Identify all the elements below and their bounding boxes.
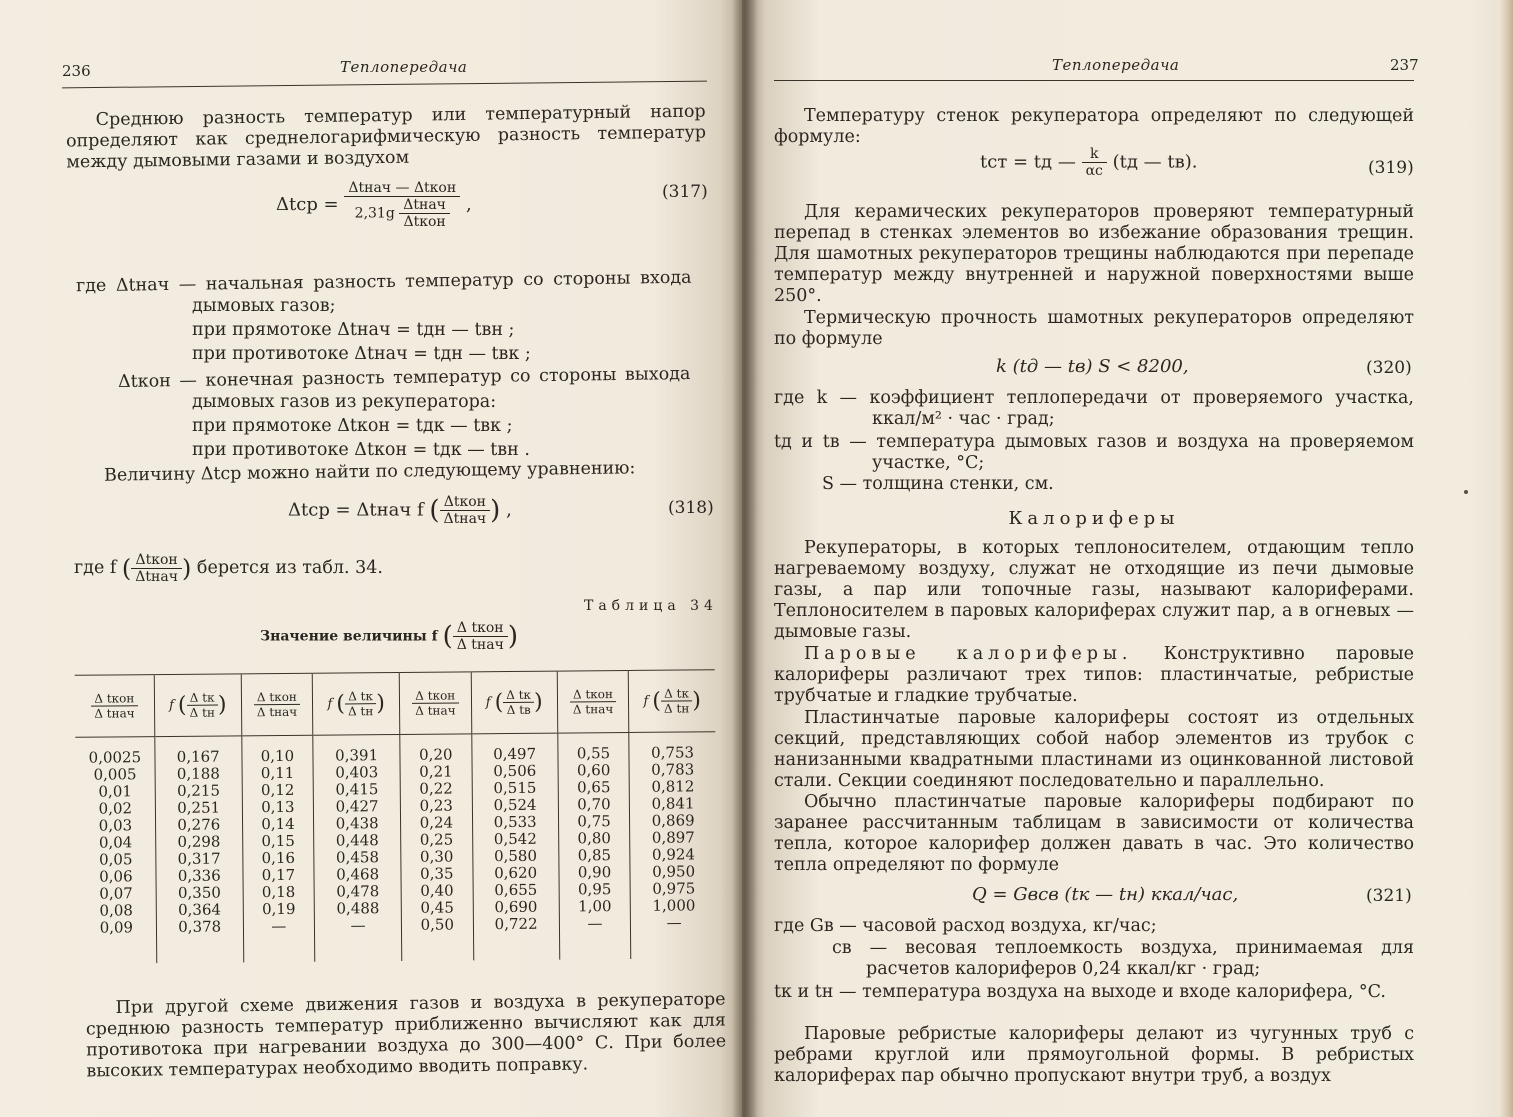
- table-value: 0,317: [177, 849, 221, 868]
- table-value: 0,841: [651, 794, 695, 813]
- table-title-fraction: [453, 620, 508, 653]
- table-value: —: [587, 914, 603, 933]
- table-value: 0,298: [177, 832, 221, 851]
- eq317-fraction: [344, 180, 460, 230]
- table-value: 0,09: [99, 918, 134, 937]
- table-value: 0,07: [99, 884, 133, 903]
- eq317-inner-fraction: [399, 197, 450, 230]
- table-value: 0,975: [652, 879, 696, 898]
- equation-321: Q = Gвcв (tк — tн) ккал/час,: [972, 884, 1239, 905]
- table-header-cell: f ( $\frac{\text{Δ tк}}{\text{Δ tн}}$ ): [629, 670, 716, 733]
- where3-num: Δtкон: [131, 552, 182, 569]
- table-title-text: Значение величины f: [260, 628, 438, 645]
- table-value: 0,0025: [88, 748, 142, 767]
- table-value: 0,188: [176, 764, 220, 783]
- table-value: 0,783: [651, 760, 695, 779]
- left-para-3: При другой схеме движения газов и воздуха в рекуператоре среднюю разность температур приближенно вычисляют как для противотока при нагревании воздуха до 300—400° С. При более высоких температурах необходимо вводить поправку.: [85, 989, 727, 1082]
- where3-fraction: [131, 552, 182, 585]
- table-value: 0,403: [335, 763, 379, 782]
- table-header-cell: $\frac{\text{Δ tкон}}{\text{Δ tнач}}$: [75, 675, 155, 738]
- table-header-row: [75, 670, 716, 738]
- right-where1-b: tд и tв — температура дымовых газов и воздуха на проверяемом участке, °C;: [774, 432, 1414, 473]
- table-value: 0,427: [335, 797, 379, 816]
- table-value: 0,75: [577, 812, 611, 831]
- right-para-8: Паровые ребристые калориферы делают из чугунных труб с ребрами круглой или прямоугольной формы. В ребристых калориферах пар обычно пропускают внутри труб, а воздух: [774, 1024, 1414, 1086]
- where2-a: Δtкон — конечная разность температур со стороны выхода: [117, 364, 691, 392]
- table-value: 0,542: [493, 829, 537, 849]
- table-column-cell: [629, 732, 717, 959]
- page-number-left: 236: [62, 62, 91, 80]
- eq317-tail: ,: [465, 194, 472, 215]
- table-value: 0,506: [493, 761, 537, 781]
- table-column-cell: [471, 733, 559, 960]
- para5-body: Конструктивно паровые калориферы различают трех типов: пластинчатые, ребристые трубчатые и гладкие трубчатые.: [774, 644, 1414, 706]
- eq318-fraction: [440, 494, 491, 527]
- table-label: Таблица 34: [584, 598, 718, 614]
- table-value: 0,06: [99, 867, 133, 886]
- table-column-cell: [558, 732, 631, 959]
- table-value: 0,812: [651, 777, 695, 796]
- running-head-right: Теплопередача: [1052, 56, 1180, 74]
- table-value: —: [350, 916, 366, 935]
- where2-b: дымовых газов из рекуператора:: [192, 392, 497, 412]
- where2-c: при прямотоке Δtкон = tдк — tвк ;: [192, 416, 513, 436]
- table-value: 0,364: [177, 900, 222, 919]
- table-value: 0,438: [335, 814, 379, 833]
- table-value: 0,869: [651, 811, 695, 830]
- table-value: 0,515: [493, 778, 537, 798]
- table-value: 0,21: [419, 762, 453, 781]
- where3-prefix: где f: [74, 558, 117, 578]
- eq320-number: (320): [1366, 358, 1412, 378]
- table-value: 0,580: [493, 846, 538, 866]
- where1-c: при прямотоке Δtнач = tдн — tвн ;: [192, 320, 515, 340]
- table-value: 0,11: [260, 763, 295, 783]
- table-value: 0,458: [335, 848, 380, 867]
- table-value: 0,02: [98, 799, 133, 818]
- eq317-den-prefix: 2,31g: [354, 205, 395, 222]
- page-edge: [1499, 0, 1513, 1117]
- table-value: 0,50: [420, 915, 455, 934]
- table-value: 0,391: [335, 746, 379, 765]
- table-header-cell: $\frac{\text{Δ tкон}}{\text{Δ tнач}}$: [241, 673, 313, 736]
- table-value: 1,000: [652, 896, 696, 915]
- header-rule-left: [62, 81, 707, 89]
- table-value: 0,753: [651, 743, 695, 762]
- table-header-cell: f ( $\frac{\text{Δ tк}}{\text{Δ tн}}$ ): [154, 674, 241, 737]
- table-value: 0,95: [577, 880, 612, 899]
- table-value: 0,005: [93, 765, 137, 784]
- table-value: 0,45: [420, 898, 454, 917]
- table-value: 0,497: [493, 744, 537, 764]
- table-column-cell: [241, 735, 314, 962]
- table-value: 0,276: [177, 815, 221, 834]
- table-value: 0,19: [261, 899, 296, 919]
- table-header-cell: $\frac{\text{Δ tкон}}{\text{Δ tнач}}$: [399, 672, 471, 735]
- page-number-right: 237: [1390, 56, 1419, 74]
- equation-317: [276, 180, 472, 230]
- table-value: 0,13: [261, 797, 295, 817]
- table-value: 0,533: [493, 812, 537, 832]
- table-value: 0,897: [651, 828, 695, 847]
- where1-d: при противотоке Δtнач = tдн — tвк ;: [192, 344, 531, 364]
- table-value: 0,17: [261, 865, 296, 885]
- table-header-cell: $\frac{\text{Δ tкон}}{\text{Δ tнач}}$: [557, 670, 629, 733]
- eq318-number: (318): [668, 498, 714, 518]
- right-where2-b: cв — весовая теплоемкость воздуха, принимаемая для расчетов калориферов 0,24 ккал/кг · град;: [832, 938, 1414, 979]
- table-value: 0,16: [261, 848, 296, 868]
- eq319-lhs: tст = tд —: [980, 151, 1076, 173]
- paper-speck: [1464, 490, 1468, 494]
- table-value: 0,12: [260, 780, 295, 800]
- table-value: 0,85: [577, 846, 612, 865]
- table-value: 0,80: [577, 829, 611, 848]
- para5-lead: Паровые калориферы.: [804, 644, 1133, 664]
- table-value: 0,378: [178, 917, 222, 936]
- table-value: 0,22: [419, 779, 453, 798]
- eq318-lhs: Δtср = Δtнач f: [288, 499, 424, 521]
- table-value: 0,10: [260, 746, 295, 766]
- eq317-number: (317): [662, 182, 708, 202]
- header-rule-right: [774, 80, 1414, 81]
- table-title-den: Δ tнач: [456, 637, 504, 653]
- table-column-cell: [400, 734, 473, 961]
- table-value: 0,448: [335, 831, 379, 850]
- equation-319: [980, 146, 1198, 179]
- table-value: 0,468: [336, 865, 380, 884]
- table-value: 0,14: [261, 814, 295, 834]
- table-value: 0,03: [98, 816, 133, 835]
- eq317-numerator: Δtнач — Δtкон: [344, 180, 460, 197]
- where2-d: при противотоке Δtкон = tдк — tвн .: [192, 440, 530, 460]
- table-column-cell: [75, 737, 156, 964]
- eq317-inner-num: Δtнач: [399, 197, 450, 214]
- table-value: 0,336: [177, 866, 221, 885]
- table-value: 0,55: [576, 744, 611, 763]
- table-value: 0,24: [419, 813, 454, 832]
- right-para-4: Рекуператоры, в которых теплоносителем, отдающим тепло нагреваемому воздуху, служат не отходящие из печи дымовые газы, а пар или топочные газы, называют калориферами. Теплоносителем в паровых калориферах служит пар, а в огневых — дымовые газы.: [774, 538, 1414, 642]
- table-value: 0,478: [336, 882, 380, 901]
- left-para-2: Величину Δtср можно найти по следующему уравнению:: [103, 458, 636, 486]
- table-value: 0,25: [419, 830, 454, 849]
- eq318-numerator: Δtкон: [440, 494, 491, 511]
- eq319-fraction: [1082, 146, 1107, 179]
- right-where1-c: S — толщина стенки, см.: [822, 474, 1054, 494]
- table-value: 0,35: [420, 864, 454, 883]
- right-page: [742, 0, 1513, 1117]
- table-value: 0,251: [177, 798, 221, 817]
- table-value: 0,690: [494, 897, 538, 917]
- table-value: 0,04: [98, 833, 133, 852]
- equation-320: k (tд — tв) S < 8200,: [996, 356, 1189, 377]
- book-gutter: [732, 0, 758, 1117]
- eq319-rhs: (tд — tв).: [1112, 151, 1198, 173]
- table-value: 0,620: [494, 863, 538, 883]
- table-row: [75, 732, 717, 964]
- data-table-34: [75, 669, 717, 963]
- table-column-cell: [155, 736, 244, 963]
- eq319-den: αс: [1082, 162, 1107, 179]
- table-value: 0,40: [420, 881, 454, 900]
- right-where2-c: tк и tн — температура воздуха на выходе и входе калорифера, °C.: [774, 982, 1386, 1002]
- table-value: 0,18: [261, 882, 296, 902]
- table-value: 0,65: [576, 778, 611, 797]
- table-value: 0,415: [335, 780, 379, 799]
- right-para-2: Для керамических рекуператоров проверяют температурный перепад в стенках элементов во избежание образования трещин. Для шамотных рекуператоров трещины наблюдаются при перепаде температур между внутренней и наружной поверхностями выше 250°.: [774, 202, 1414, 306]
- table-value: 0,655: [494, 880, 538, 900]
- table-value: —: [271, 916, 287, 936]
- table-value: 0,70: [577, 795, 611, 814]
- eq321-number: (321): [1366, 886, 1412, 906]
- table-value: 0,350: [177, 883, 221, 902]
- table-header-cell: f ( $\frac{\text{Δ tк}}{\text{Δ tв}}$ ): [471, 671, 558, 734]
- table-value: 0,05: [98, 850, 133, 869]
- table-value: 0,215: [176, 781, 221, 800]
- right-para-6: Пластинчатые паровые калориферы состоят из отдельных секций, представляющих собой набор элементов из трубок с нанизанными квадратными пластинами из оцинкованной листовой стали. Секции соединяют последовательно и параллельно.: [774, 708, 1414, 791]
- left-page: [0, 0, 742, 1117]
- right-para-5: [774, 644, 1414, 707]
- table-value: 0,950: [652, 862, 696, 881]
- right-para-1: Температуру стенок рекуператора определяют по следующей формуле:: [774, 106, 1414, 147]
- section-heading-kaloriferi: Калориферы: [1008, 508, 1180, 529]
- eq318-denominator: Δtнач: [443, 511, 487, 527]
- left-para-1: Среднюю разность температур или температурный напор определяют как среднелогарифмическую разность температур между дымовыми газами и воздухом: [65, 101, 707, 173]
- table-value: 0,20: [419, 745, 453, 764]
- where3: где f ( $\frac{\text{Δtкон}}{\text{Δtнач}}$ ) берется из табл. 34.: [74, 552, 383, 585]
- right-para-7: Обычно пластинчатые паровые калориферы подбирают по заранее рассчитанным таблицам в зависимости от количества тепла, которое калорифер должен давать в час. Это количество тепла определяют по формуле: [774, 792, 1414, 875]
- table-value: 0,524: [493, 795, 537, 815]
- table-column-cell: [313, 734, 402, 961]
- table-value: 0,15: [261, 831, 295, 851]
- where3-den: Δtнач: [135, 569, 178, 585]
- table-value: —: [666, 913, 682, 932]
- eq317-lhs: Δtср =: [276, 194, 339, 215]
- table-value: 0,30: [419, 847, 454, 866]
- eq317-inner-den: Δtкон: [403, 214, 446, 230]
- table-value: 0,722: [494, 914, 538, 934]
- table-value: 0,167: [176, 747, 220, 766]
- table-value: 0,01: [98, 782, 132, 801]
- running-head-left: Теплопередача: [340, 58, 468, 76]
- table-value: 0,23: [419, 796, 454, 815]
- eq318-tail: ,: [506, 499, 512, 521]
- eq319-number: (319): [1368, 158, 1414, 178]
- right-where2-a: где Gв — часовой расход воздуха, кг/час;: [774, 916, 1157, 936]
- eq319-num: k: [1089, 146, 1099, 162]
- right-where1-a: где k — коэффициент теплопередачи от проверяемого участка, ккал/м² · час · град;: [774, 388, 1414, 429]
- eq317-denominator: [344, 197, 460, 230]
- equation-318: Δtср = Δtнач f ( $\frac{\text{Δtкон}}{\text{Δtнач}}$ ) ,: [288, 494, 512, 527]
- table-header-cell: f ( $\frac{\text{Δ tк}}{\text{Δ tн}}$ ): [312, 672, 399, 735]
- table-value: 0,488: [336, 899, 380, 918]
- table-title-num: Δ tкон: [453, 620, 508, 637]
- table-value: 0,60: [576, 761, 611, 780]
- table-title: Значение величины f ( $\frac{\text{Δ tкон}}{\text{Δ tнач}}$ ): [260, 620, 518, 653]
- table-value: 0,90: [577, 863, 612, 882]
- where3-suffix: берется из табл. 34.: [196, 558, 383, 578]
- table-value: 1,00: [578, 897, 612, 916]
- where1-a: где Δtнач — начальная разность температур со стороны входа: [75, 267, 692, 297]
- table-value: 0,08: [99, 901, 133, 920]
- table-value: 0,924: [651, 845, 696, 864]
- right-para-3: Термическую прочность шамотных рекуператоров определяют по формуле: [774, 308, 1414, 349]
- where1-b: дымовых газов;: [192, 296, 336, 316]
